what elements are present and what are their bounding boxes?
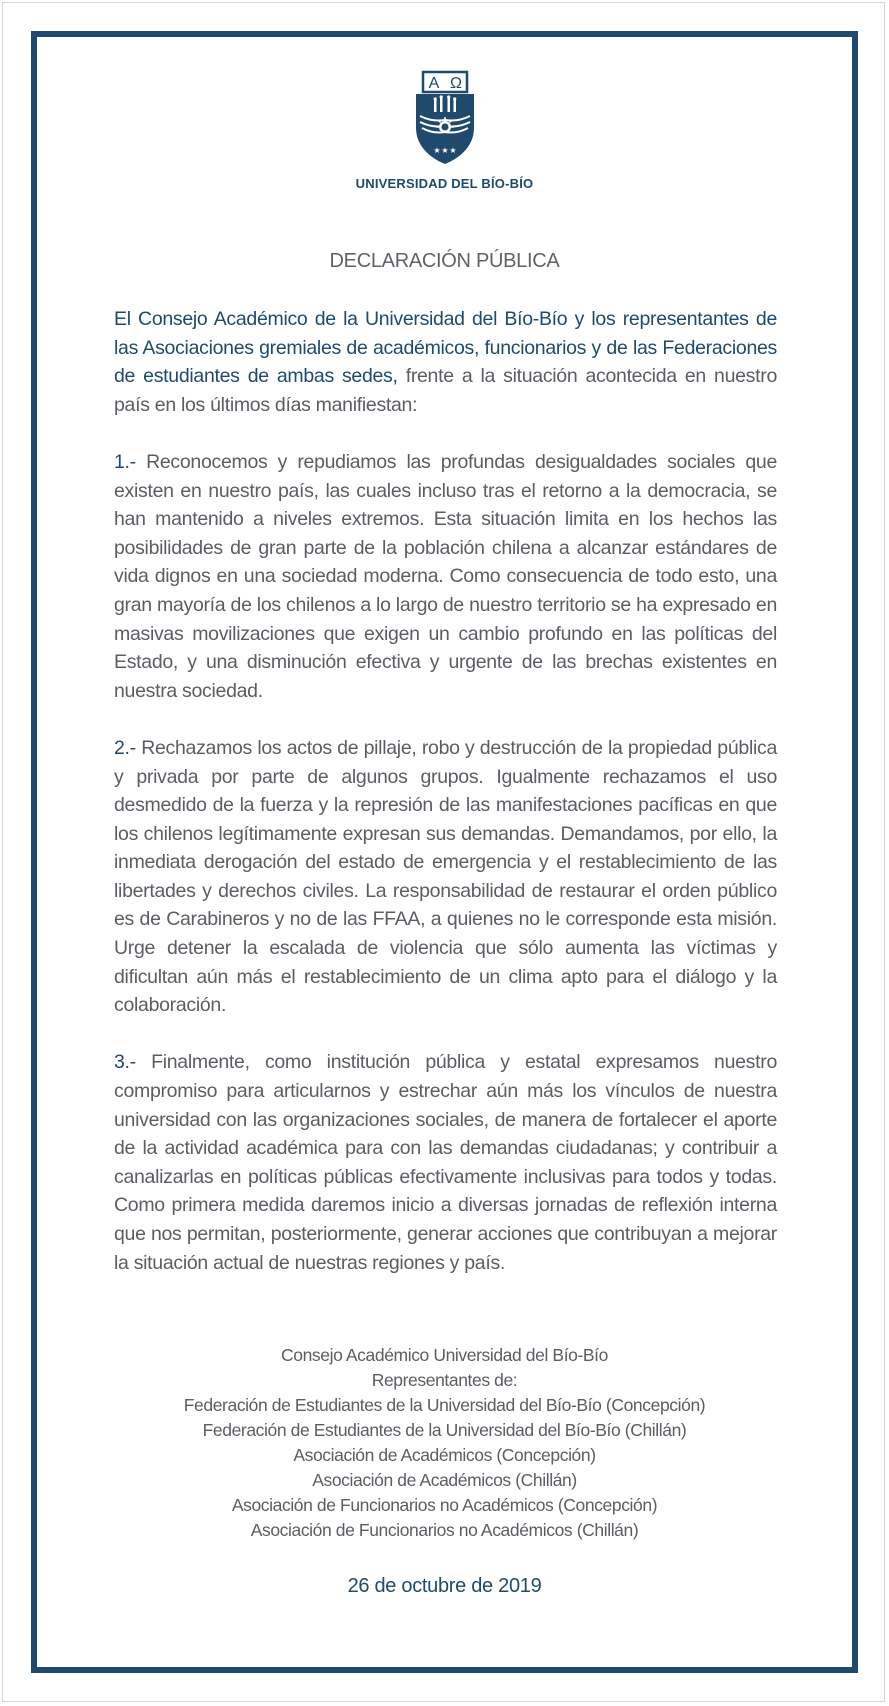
svg-text:★: ★ [432, 146, 441, 155]
university-name: UNIVERSIDAD DEL BÍO-BÍO [355, 176, 534, 191]
point-number: 1.- [114, 450, 136, 473]
page-title: DECLARACIÓN PÚBLICA [329, 250, 560, 272]
signature-line: Federación de Estudiantes de la Universidad del Bío-Bío (Chillán) [202, 1420, 687, 1440]
point-number: 2.- [114, 736, 136, 759]
logo-letter-alpha: A [428, 75, 439, 92]
intro-highlight: El Consejo Académico de la Universidad del Bío-Bío y los representantes de las Asociaciones gremiales de académicos, funcionarios y de las Federaciones de estudiantes de ambas sedes, [114, 308, 777, 388]
signature-line: Federación de Estudiantes de la Universidad del Bío-Bío (Concepción) [183, 1395, 706, 1415]
intro-paragraph [114, 305, 777, 419]
svg-text:★: ★ [448, 146, 457, 155]
signature-line: Asociación de Funcionarios no Académicos (Chillán) [250, 1520, 639, 1540]
signatures-block [0, 1343, 889, 1543]
intro-rest: frente a la situación acontecida en nuestro país en los últimos días manifiestan: [114, 365, 777, 416]
point-text: Finalmente, como institución pública y estatal expresamos nuestro compromiso para articularnos y estrechar aún más los vínculos de nuestra universidad con las organizaciones sociales, de manera de fortalecer el aporte de la actividad académica para con las demandas ciudadanas; y contribuir a canalizarlas en políticas públicas efectivamente inclusivas para todos y todas. Como primera medida daremos inicio a diversas jornadas de reflexión interna que nos permitan, posteriormente, generar acciones que contribuyan a mejorar la situación actual de nuestras regiones y país. [114, 1051, 777, 1274]
point-number: 3.- [114, 1051, 136, 1074]
signature-line: Asociación de Funcionarios no Académicos (Concepción) [231, 1495, 658, 1515]
university-crest-icon [412, 70, 478, 166]
declaration-body [114, 305, 777, 1306]
declaration-date: 26 de octubre de 2019 [347, 1575, 542, 1597]
signature-line: Consejo Académico Universidad del Bío-Bío [281, 1345, 608, 1365]
logo-letter-omega: Ω [449, 75, 462, 92]
signature-line: Asociación de Académicos (Concepción) [293, 1445, 596, 1465]
signature-line: Asociación de Académicos (Chillán) [312, 1470, 577, 1490]
point-text: Reconocemos y repudiamos las profundas desigualdades sociales que existen en nuestro país, las cuales incluso tras el retorno a la democracia, se han mantenido a niveles extremos. Esta situación limita en los hechos las posibilidades de gran parte de la población chilena a alcanzar estándares de vida dignos en una sociedad moderna. Como consecuencia de todo esto, una gran mayoría de los chilenos a lo largo de nuestro territorio se ha expresado en masivas movilizaciones que exigen un cambio profundo en las políticas del Estado, y una disminución efectiva y urgente de las brechas existentes en nuestra sociedad. [114, 450, 777, 702]
svg-text:★: ★ [440, 146, 449, 155]
point-paragraph-3 [114, 1048, 777, 1277]
point-text: Rechazamos los actos de pillaje, robo y destrucción de la propiedad pública y privada por parte de algunos grupos. Igualmente rechazamos el uso desmedido de la fuerza y la represión de las manifestaciones pacíficas en que los chilenos legítimamente expresan sus demandas. Demandamos, por ello, la inmediata derogación del estado de emergencia y el restablecimiento de las libertades y derechos civiles. La responsabilidad de restaurar el orden público es de Carabineros y no de las FFAA, a quienes no le corresponde esta misión. Urge detener la escalada de violencia que sólo aumenta las víctimas y dificultan aún más el restablecimiento de un clima apto para el diálogo y la colaboración. [114, 736, 777, 1017]
point-paragraph-2 [114, 734, 777, 1020]
signature-line: Representantes de: [371, 1370, 518, 1390]
university-logo [0, 70, 889, 166]
point-paragraph-1 [114, 448, 777, 705]
